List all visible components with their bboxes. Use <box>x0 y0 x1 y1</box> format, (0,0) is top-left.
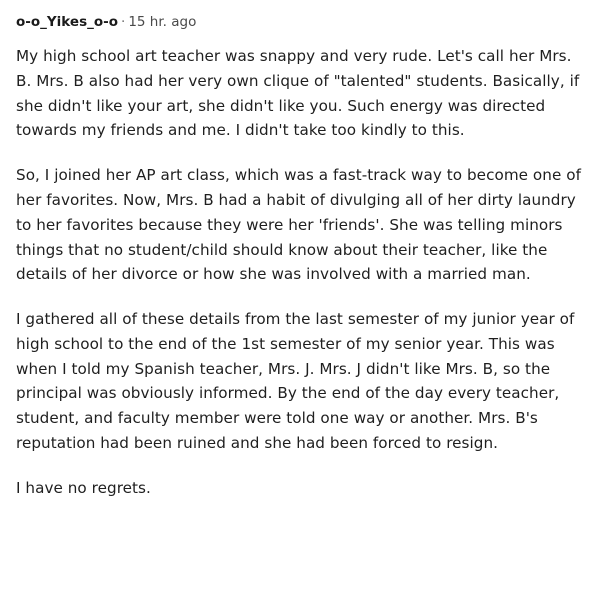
post-author[interactable]: o-o_Yikes_o-o <box>16 14 119 30</box>
post-body <box>16 44 584 500</box>
post-meta <box>16 14 584 30</box>
post-paragraph: I gathered all of these details from the last semester of my junior year of high school to the end of the 1st semester of my senior year. This was when I told my Spanish teacher, Mrs. J. Mrs. J didn't like Mrs. B, so the principal was obviously informed. By the end of the day every teacher, student, and faculty member were told one way or another. Mrs. B's reputation had been ruined and she had been forced to resign. <box>16 310 575 452</box>
post-paragraph: My high school art teacher was snappy and very rude. Let's call her Mrs. B. Mrs. B also had her very own clique of "talented" students. Basically, if she didn't like your art, she didn't like you. Such energy was directed towards my friends and me. I didn't take too kindly to this. <box>16 47 580 140</box>
post-paragraph: So, I joined her AP art class, which was a fast-track way to become one of her favorites. Now, Mrs. B had a habit of divulging all of her dirty laundry to her favorites because they were her 'friends'. She was telling minors things that no student/child should know about their teacher, like the details of her divorce or how she was involved with a married man. <box>16 166 581 284</box>
post-timestamp: 15 hr. ago <box>128 14 197 30</box>
post-paragraph: I have no regrets. <box>16 478 151 497</box>
meta-separator: · <box>121 14 126 30</box>
